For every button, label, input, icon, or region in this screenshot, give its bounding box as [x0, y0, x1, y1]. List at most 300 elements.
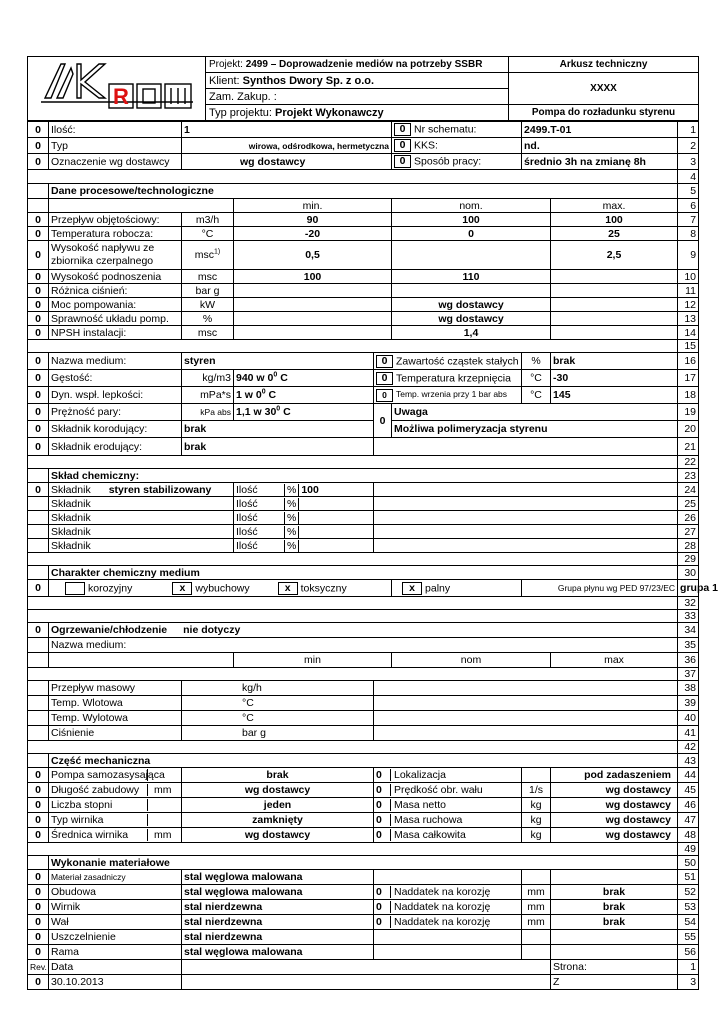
component-label-text: Składnik: [51, 511, 91, 524]
materials-row: [28, 870, 699, 885]
explosive-text: wybuchowy: [195, 581, 250, 594]
process-max: [551, 312, 678, 326]
empty-cell: [28, 856, 49, 870]
empty-cell: [28, 610, 678, 623]
empty-cell: [28, 754, 49, 768]
heating-medium-label: Nazwa medium:: [49, 638, 678, 653]
spacer-row: [28, 741, 699, 754]
component-name: [91, 512, 109, 524]
col-nom: nom.: [392, 199, 551, 213]
spacer-row: [28, 170, 699, 184]
row-number: 54: [678, 915, 699, 930]
mech-r-unit: kg: [522, 813, 551, 828]
mech-label: [49, 783, 182, 798]
row-number: 55: [678, 930, 699, 945]
mechanical-title: Część mechaniczna: [49, 754, 678, 768]
mech-r-label: [374, 768, 522, 783]
work-value: średnio 3h na zmianę 8h: [522, 154, 678, 170]
process-row: [28, 284, 699, 298]
rev-mark: 0: [376, 784, 391, 796]
row-number: 19: [678, 404, 699, 421]
row-number: 22: [678, 456, 699, 469]
component-label: [49, 539, 234, 553]
pct-unit: %: [284, 512, 298, 524]
row-number: 7: [678, 213, 699, 227]
col-max: max.: [551, 199, 678, 213]
company-logo: [28, 57, 206, 121]
row-number: 6: [678, 199, 699, 213]
empty-cell: [28, 726, 49, 741]
rev-mark: 0: [376, 916, 391, 928]
row-number: 27: [678, 525, 699, 539]
mech-unit: mm: [147, 829, 172, 841]
material-r-label-text: Naddatek na korozję: [394, 886, 491, 898]
component-value: 100: [298, 484, 321, 496]
rev-box: 0: [376, 372, 393, 385]
material-value: stal nierdzewna: [182, 930, 374, 945]
density-label: Gęstość:: [49, 370, 182, 387]
freeze-value: -30: [551, 370, 678, 387]
row-number: 44: [678, 768, 699, 783]
spec-table: [27, 121, 718, 990]
heating-label: Przepływ masowy: [49, 681, 182, 696]
section-title-row: [28, 566, 699, 580]
character-options: [49, 580, 392, 597]
spacer-row: [28, 668, 699, 681]
component-value: [298, 540, 303, 552]
density-unit: kg/m3: [182, 370, 234, 387]
header-table: [27, 56, 699, 121]
empty-cell: [28, 170, 678, 184]
empty-cell: [28, 696, 49, 711]
column-header-row: [28, 653, 699, 668]
spacer-row: [28, 456, 699, 469]
row-number: 2: [678, 138, 699, 154]
pct-unit: %: [284, 498, 298, 510]
revision-cell: 0: [28, 227, 49, 241]
type-value: wirowa, odśrodkowa, hermetyczna: [182, 138, 392, 154]
row-number: 38: [678, 681, 699, 696]
composition-row: [28, 525, 699, 539]
client-value: Synthos Dwory Sp. z o.o.: [242, 74, 375, 87]
viscosity-suffix-text: C: [268, 389, 277, 401]
heating-row: [28, 711, 699, 726]
density-value-text: 940 w 0: [236, 372, 274, 384]
revision-cell: 0: [28, 138, 49, 154]
boiling-label: [374, 387, 522, 404]
rev-mark: 0: [376, 901, 391, 913]
material-label: Wał: [49, 915, 182, 930]
process-nom: 100: [392, 213, 551, 227]
row-number: 20: [678, 421, 699, 438]
row-number: 40: [678, 711, 699, 726]
row-number: 3: [678, 154, 699, 170]
row-number: 52: [678, 885, 699, 900]
date-value: 30.10.2013: [49, 975, 182, 990]
client-prefix: Klient:: [209, 74, 243, 87]
heating-unit: bar g: [182, 726, 374, 741]
note-text: Możliwa polimeryzacja styrenu: [392, 421, 678, 438]
process-min: [234, 298, 392, 312]
schema-label: [392, 122, 522, 138]
section-title-row: [28, 856, 699, 870]
material-r-unit: mm: [522, 915, 551, 930]
process-max: [551, 298, 678, 312]
heating-row: [28, 696, 699, 711]
qty-label-text: Ilość: [236, 497, 258, 510]
footer-row: [28, 975, 699, 990]
empty-cell: [374, 525, 678, 539]
datasheet: [27, 56, 718, 990]
revision-cell: 0: [28, 768, 49, 783]
row-number: 23: [678, 469, 699, 483]
general-row: [28, 138, 699, 154]
note-title: Uwaga: [392, 404, 678, 421]
material-r-value: [551, 945, 678, 960]
process-row: [28, 227, 699, 241]
heating-label: Temp. Wylotowa: [49, 711, 182, 726]
process-label: Wysokość podnoszenia: [49, 270, 182, 284]
heating-unit: kg/h: [182, 681, 374, 696]
medium-row: [28, 421, 699, 438]
row-number: 37: [678, 668, 699, 681]
degree-mark: 0: [273, 371, 278, 379]
section-title-row: [28, 184, 699, 199]
mech-r-unit: [522, 768, 551, 783]
material-value: stal nierdzewna: [182, 900, 374, 915]
process-min: -20: [234, 227, 392, 241]
mech-label: [49, 798, 182, 813]
toxic-text: toksyczny: [300, 581, 347, 594]
mech-unit: [147, 799, 154, 811]
process-unit: %: [182, 312, 234, 326]
process-label: Przepływ objętościowy:: [49, 213, 182, 227]
work-label-text: Sposób pracy:: [414, 155, 482, 168]
revision-cell: 0: [28, 930, 49, 945]
process-unit: °C: [182, 227, 234, 241]
heating-status: nie dotyczy: [183, 624, 241, 636]
rev-box: 0: [394, 123, 411, 136]
density-suffix-text: C: [280, 372, 288, 384]
empty-cell: [28, 843, 678, 856]
work-label: [392, 154, 522, 170]
erosive-value: brak: [182, 438, 374, 456]
row-number: 5: [678, 184, 699, 199]
process-nom: 1,4: [392, 326, 551, 340]
revision-cell: 0: [28, 154, 49, 170]
medium-row: [28, 438, 699, 456]
material-r-value: brak: [551, 900, 678, 915]
row-number: 30: [678, 566, 699, 580]
boiling-label-text: Temp. wrzenia przy 1 bar abs: [396, 389, 508, 400]
empty-cell: [49, 653, 234, 668]
process-max: [551, 284, 678, 298]
revision-cell: 0: [28, 404, 49, 421]
mech-r-label-text: Masa całkowita: [394, 829, 466, 841]
composition-row: [28, 539, 699, 553]
section-title-row: [28, 754, 699, 768]
heating-title: [49, 623, 678, 638]
mech-r-label: [374, 828, 522, 843]
empty-cell: [28, 497, 49, 511]
solids-value: brak: [551, 353, 678, 370]
mech-r-unit: kg: [522, 828, 551, 843]
empty-cell: [374, 945, 522, 960]
process-nom: wg dostawcy: [392, 312, 551, 326]
qty-value: 1: [182, 122, 392, 138]
mech-r-unit: kg: [522, 798, 551, 813]
pct-unit: %: [284, 526, 298, 538]
page-label: Strona:: [551, 960, 678, 975]
process-label: Wysokość napływu ze zbiornika czerpalnego: [49, 241, 182, 270]
materials-row: [28, 945, 699, 960]
row-number: 26: [678, 511, 699, 525]
process-label: NPSH instalacji:: [49, 326, 182, 340]
revision-cell: 0: [28, 370, 49, 387]
revision-cell: 0: [28, 122, 49, 138]
heating-col-min: min: [234, 653, 392, 668]
process-max: 25: [551, 227, 678, 241]
material-r-label-text: Naddatek na korozję: [394, 901, 491, 913]
empty-cell: [28, 553, 678, 566]
revision-cell: 0: [28, 483, 49, 497]
mech-r-value: wg dostawcy: [551, 783, 678, 798]
empty-cell: [374, 681, 678, 696]
flammable-checkbox[interactable]: x: [402, 582, 422, 595]
row-number: 41: [678, 726, 699, 741]
materials-row: [28, 900, 699, 915]
footer-rev: 0: [28, 975, 49, 990]
flammable-text: palny: [425, 581, 451, 594]
component-qty: [234, 497, 374, 511]
mech-r-label: [374, 783, 522, 798]
mech-label-text: Długość zabudowy: [51, 784, 140, 796]
row-number: 24: [678, 483, 699, 497]
kks-value: nd.: [522, 138, 678, 154]
component-label-text: Składnik: [51, 483, 91, 496]
row-number: 42: [678, 741, 699, 754]
mech-value: zamknięty: [182, 813, 374, 828]
component-name: [91, 526, 109, 538]
row-number: 50: [678, 856, 699, 870]
mech-label-text: Typ wirnika: [51, 814, 104, 826]
corrosive-checkbox[interactable]: [65, 582, 85, 595]
general-row: [28, 154, 699, 170]
process-min: 90: [234, 213, 392, 227]
process-unit: m3/h: [182, 213, 234, 227]
rev-mark: 0: [376, 769, 391, 781]
process-nom: [392, 241, 551, 270]
empty-cell: [28, 525, 49, 539]
component-label: [49, 483, 234, 497]
process-max: [551, 270, 678, 284]
empty-cell: [28, 566, 49, 580]
note-rev: 0: [374, 404, 392, 438]
section-title-row: [28, 623, 699, 638]
material-value: stal węglowa malowana: [182, 885, 374, 900]
boiling-value: 145: [551, 387, 678, 404]
row-number: 10: [678, 270, 699, 284]
sheet-code: XXXX: [509, 73, 699, 105]
flammable-cell: [392, 580, 522, 597]
row-number: 25: [678, 497, 699, 511]
empty-cell: [28, 469, 49, 483]
mech-label-text: Liczba stopni: [51, 799, 113, 811]
medium-row: [28, 353, 699, 370]
section-title-row: [28, 469, 699, 483]
materials-row: [28, 885, 699, 900]
row-number: 48: [678, 828, 699, 843]
material-label: Rama: [49, 945, 182, 960]
pct-unit: %: [284, 540, 298, 552]
row-number: 14: [678, 326, 699, 340]
toxic-checkbox[interactable]: x: [278, 582, 298, 595]
rev-box: 0: [376, 389, 393, 402]
process-row: [28, 213, 699, 227]
vapor-unit: kPa abs: [182, 404, 234, 421]
material-r-value: [551, 870, 678, 885]
material-r-label: [374, 900, 522, 915]
heating-unit: °C: [182, 696, 374, 711]
row-number: 9: [678, 241, 699, 270]
mech-label-text: Średnica wirnika: [51, 829, 129, 841]
solids-label: [374, 353, 522, 370]
process-label: Temperatura robocza:: [49, 227, 182, 241]
density-value: [234, 370, 374, 387]
revision-cell: 0: [28, 900, 49, 915]
empty-cell: [182, 960, 551, 975]
material-r-value: brak: [551, 885, 678, 900]
kks-label-text: KKS:: [414, 139, 438, 152]
row-number: 33: [678, 610, 699, 623]
mech-value: jeden: [182, 798, 374, 813]
heating-row: [28, 681, 699, 696]
revision-cell: 0: [28, 623, 49, 638]
empty-cell: [28, 638, 49, 653]
component-label-text: Składnik: [51, 539, 91, 552]
erosive-label: Składnik erodujący:: [49, 438, 182, 456]
row-number: 36: [678, 653, 699, 668]
viscosity-unit: mPa*s: [182, 387, 234, 404]
material-r-unit: mm: [522, 885, 551, 900]
mech-label: [49, 828, 182, 843]
revision-cell: 0: [28, 915, 49, 930]
rev-box: 0: [394, 139, 411, 152]
row-number: 11: [678, 284, 699, 298]
row-number: 4: [678, 170, 699, 184]
process-min: [234, 326, 392, 340]
heating-label: Ciśnienie: [49, 726, 182, 741]
process-label: Sprawność układu pomp.: [49, 312, 182, 326]
page-value: 1: [678, 960, 699, 975]
total-value: 3: [678, 975, 699, 990]
empty-cell: [374, 870, 522, 885]
mech-r-label-text: Prędkość obr. wału: [394, 784, 483, 796]
empty-cell: [28, 456, 678, 469]
row-number: 16: [678, 353, 699, 370]
process-unit: bar g: [182, 284, 234, 298]
empty-cell: [374, 711, 678, 726]
empty-cell: [374, 438, 678, 456]
explosive-checkbox[interactable]: x: [172, 582, 192, 595]
empty-cell: [28, 511, 49, 525]
empty-cell: [28, 539, 49, 553]
process-row: [28, 270, 699, 284]
process-nom: [392, 284, 551, 298]
row-number: 15: [678, 340, 699, 353]
row-number: 35: [678, 638, 699, 653]
revision-cell: 0: [28, 798, 49, 813]
rev-mark: 0: [376, 814, 391, 826]
component-name: [91, 540, 109, 552]
mechanical-row: [28, 768, 699, 783]
degree-mark: 0: [276, 405, 281, 413]
spacer-row: [28, 610, 699, 623]
medium-row: [28, 404, 699, 421]
mechanical-row: [28, 798, 699, 813]
row-number: 39: [678, 696, 699, 711]
spacer-row: [28, 843, 699, 856]
component-qty: [234, 511, 374, 525]
row-number: 13: [678, 312, 699, 326]
mech-value: wg dostawcy: [182, 828, 374, 843]
process-label: Różnica ciśnień:: [49, 284, 182, 298]
mech-r-label: [374, 798, 522, 813]
process-min: 0,5: [234, 241, 392, 270]
empty-cell: [374, 483, 678, 497]
process-nom: wg dostawcy: [392, 298, 551, 312]
revision-cell: 0: [28, 870, 49, 885]
material-label: Wirnik: [49, 900, 182, 915]
medium-name-label: Nazwa medium:: [49, 353, 182, 370]
rev-box: 0: [376, 355, 393, 368]
component-label: [49, 511, 234, 525]
supplier-label: Oznaczenie wg dostawcy: [49, 154, 182, 170]
component-value: [298, 498, 303, 510]
revision-cell: 0: [28, 387, 49, 404]
schema-value: 2499.T-01: [522, 122, 678, 138]
revision-cell: 0: [28, 438, 49, 456]
mechanical-row: [28, 783, 699, 798]
material-r-label: [374, 885, 522, 900]
row-number: 34: [678, 623, 699, 638]
material-label: Uszczelnienie: [49, 930, 182, 945]
svg-text:R: R: [112, 84, 129, 109]
corrosive-value: brak: [182, 421, 374, 438]
process-min: [234, 284, 392, 298]
row-number: 43: [678, 754, 699, 768]
mech-r-value: pod zadaszeniem: [551, 768, 678, 783]
empty-cell: [28, 597, 678, 610]
type-label: Typ: [49, 138, 182, 154]
component-label-text: Składnik: [51, 525, 91, 538]
heating-col-max: max: [551, 653, 678, 668]
material-r-unit: [522, 945, 551, 960]
material-r-unit: [522, 930, 551, 945]
date-label: Data: [49, 960, 182, 975]
mech-r-value: wg dostawcy: [551, 828, 678, 843]
spacer-row: [28, 553, 699, 566]
total-label: Z: [551, 975, 678, 990]
process-unit: kW: [182, 298, 234, 312]
sheet-title: Arkusz techniczny: [509, 57, 699, 73]
process-max: 2,5: [551, 241, 678, 270]
process-unit: msc: [182, 270, 234, 284]
qty-label-text: Ilość: [236, 539, 258, 552]
process-min: 100: [234, 270, 392, 284]
empty-cell: [28, 681, 49, 696]
vapor-value: [234, 404, 374, 421]
